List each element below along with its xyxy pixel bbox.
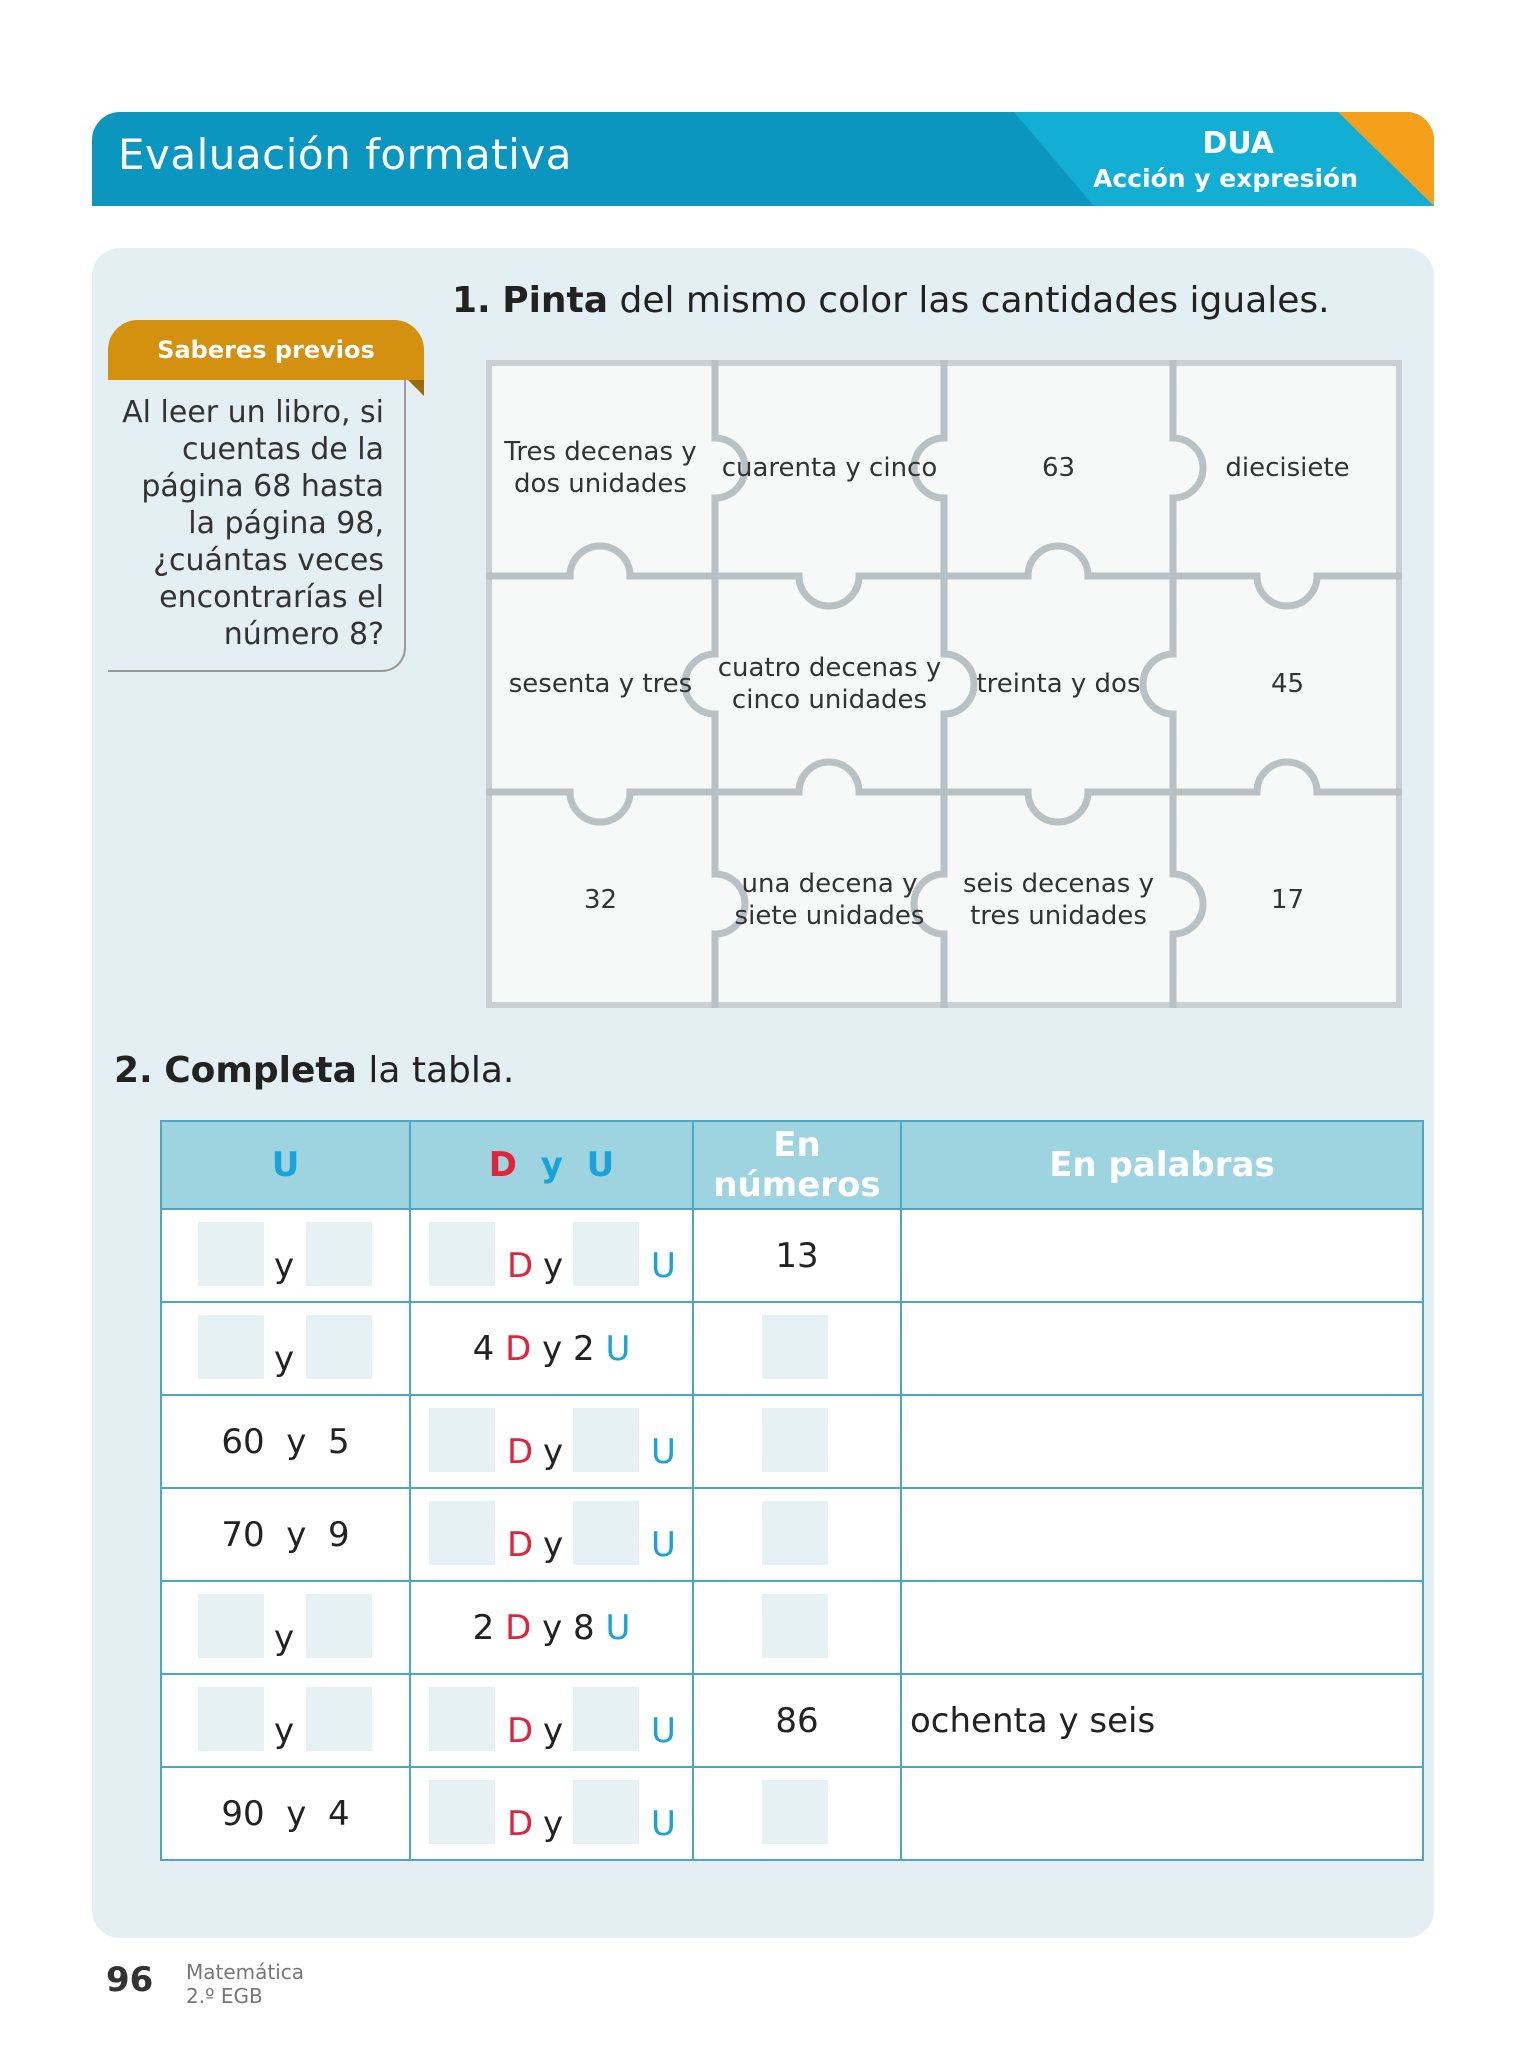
question-2-verb: Completa xyxy=(164,1050,357,1091)
puzzle-piece[interactable]: cuatro decenas y cinco unidades xyxy=(717,653,942,715)
y-label: y xyxy=(543,1711,564,1751)
section-title: Evaluación formativa xyxy=(118,130,572,179)
subject-name: Matemática xyxy=(186,1960,305,1984)
u-label: U xyxy=(605,1328,631,1369)
tens-value: 70 xyxy=(221,1514,265,1555)
u-label: U xyxy=(651,1432,676,1472)
words-cell[interactable] xyxy=(902,1768,1422,1859)
answer-box[interactable] xyxy=(762,1780,828,1844)
y-label: y xyxy=(274,1339,295,1379)
question-1-verb: Pinta xyxy=(502,280,609,321)
tens-units-value xyxy=(411,1582,692,1673)
puzzle-piece[interactable]: una decena y siete unidades xyxy=(734,869,925,931)
units-value: 5 xyxy=(328,1421,350,1462)
tens-plus-units xyxy=(162,1396,409,1487)
question-2 xyxy=(114,1050,514,1091)
puzzle-piece[interactable]: diecisiete xyxy=(1225,453,1350,483)
header-d: D xyxy=(488,1145,518,1185)
puzzle-piece[interactable]: treinta y dos xyxy=(976,669,1141,699)
footer-subject xyxy=(186,1960,304,2008)
answer-box[interactable] xyxy=(306,1687,372,1751)
saberes-previos-box xyxy=(108,380,406,672)
y-label: y xyxy=(286,1793,307,1834)
u-label: U xyxy=(605,1607,631,1648)
header-u2: U xyxy=(586,1145,615,1185)
units-value: 9 xyxy=(328,1514,350,1555)
header-y: y xyxy=(540,1145,563,1185)
table-row xyxy=(161,1302,1423,1395)
table-header-row xyxy=(161,1121,1423,1209)
puzzle-piece[interactable]: 32 xyxy=(583,885,618,915)
answer-box[interactable] xyxy=(198,1315,264,1379)
d-label: D xyxy=(507,1246,534,1286)
header-en-palabras: En palabras xyxy=(901,1121,1423,1209)
question-1-text: del mismo color las cantidades iguales. xyxy=(608,280,1330,321)
dua-label: DUA xyxy=(1202,126,1274,161)
tens-plus-units xyxy=(162,1768,409,1859)
puzzle-piece[interactable]: 17 xyxy=(1270,885,1305,915)
puzzle-piece[interactable]: cuarenta y cinco xyxy=(721,453,938,483)
words-cell[interactable] xyxy=(902,1210,1422,1301)
number-value: 13 xyxy=(775,1235,819,1276)
puzzle-piece[interactable]: seis decenas y tres unidades xyxy=(963,869,1154,931)
d-label: D xyxy=(507,1711,534,1751)
header-d-y-u xyxy=(410,1121,693,1209)
d-label: D xyxy=(507,1432,534,1472)
words-value: ochenta y seis xyxy=(910,1700,1156,1741)
puzzle-piece[interactable]: 63 xyxy=(1041,453,1076,483)
table-row xyxy=(161,1488,1423,1581)
tens-value: 60 xyxy=(221,1421,265,1462)
place-value-table xyxy=(160,1120,1424,1861)
answer-box[interactable] xyxy=(573,1780,639,1844)
tens-value: 90 xyxy=(221,1793,265,1834)
y-label: y xyxy=(286,1421,307,1462)
tens-digit: 4 xyxy=(472,1328,495,1369)
question-2-number: 2. xyxy=(114,1050,153,1091)
words-cell[interactable] xyxy=(902,1489,1422,1580)
y-label: y xyxy=(543,1432,564,1472)
answer-box[interactable] xyxy=(198,1594,264,1658)
answer-box[interactable] xyxy=(573,1501,639,1565)
u-label: U xyxy=(651,1246,676,1286)
section-header xyxy=(92,112,1434,206)
answer-box[interactable] xyxy=(762,1408,828,1472)
answer-box[interactable] xyxy=(198,1222,264,1286)
y-label: y xyxy=(274,1618,295,1658)
saberes-previos-tag: Saberes previos xyxy=(108,320,424,380)
u-label: U xyxy=(651,1711,676,1751)
question-1-number: 1. xyxy=(452,280,491,321)
answer-box[interactable] xyxy=(573,1687,639,1751)
answer-box[interactable] xyxy=(573,1222,639,1286)
question-2-text: la tabla. xyxy=(356,1050,515,1091)
d-label: D xyxy=(505,1328,532,1369)
header-en-numeros: En números xyxy=(693,1121,901,1209)
header-u: U xyxy=(161,1121,410,1209)
dua-subtitle: Acción y expresión xyxy=(1093,164,1358,193)
y-label: y xyxy=(543,1525,564,1565)
page-number: 96 xyxy=(106,1960,154,2000)
units-digit: 8 xyxy=(573,1607,595,1648)
saberes-previos-text: Al leer un libro, si cuentas de la página 68 hasta la página 98, ¿cuántas veces encontrarías el número 8? xyxy=(122,395,384,652)
d-label: D xyxy=(507,1525,534,1565)
tens-units-value xyxy=(411,1303,692,1394)
answer-box[interactable] xyxy=(429,1687,495,1751)
y-label: y xyxy=(543,1246,564,1286)
puzzle xyxy=(486,360,1402,1008)
answer-box[interactable] xyxy=(429,1408,495,1472)
puzzle-piece[interactable]: sesenta y tres xyxy=(508,669,693,699)
table-row xyxy=(161,1395,1423,1488)
answer-box[interactable] xyxy=(429,1780,495,1844)
tens-plus-units xyxy=(162,1489,409,1580)
tens-digit: 2 xyxy=(472,1607,495,1648)
number-value: 86 xyxy=(775,1700,819,1741)
words-cell[interactable] xyxy=(902,1396,1422,1487)
table-row xyxy=(161,1209,1423,1302)
answer-box[interactable] xyxy=(429,1501,495,1565)
d-label: D xyxy=(507,1804,534,1844)
answer-box[interactable] xyxy=(306,1222,372,1286)
answer-box[interactable] xyxy=(762,1501,828,1565)
y-label: y xyxy=(274,1711,295,1751)
words-cell[interactable] xyxy=(902,1582,1422,1673)
units-value: 4 xyxy=(328,1793,350,1834)
table-row xyxy=(161,1674,1423,1767)
u-label: U xyxy=(651,1804,676,1844)
words-cell[interactable] xyxy=(902,1303,1422,1394)
table-row xyxy=(161,1767,1423,1860)
answer-box[interactable] xyxy=(762,1594,828,1658)
answer-box[interactable] xyxy=(306,1594,372,1658)
y-label: y xyxy=(542,1607,563,1648)
puzzle-piece[interactable]: Tres decenas y dos unidades xyxy=(504,437,697,499)
answer-box[interactable] xyxy=(429,1222,495,1286)
units-digit: 2 xyxy=(573,1328,595,1369)
y-label: y xyxy=(274,1246,295,1286)
answer-box[interactable] xyxy=(198,1687,264,1751)
y-label: y xyxy=(543,1804,564,1844)
puzzle-piece[interactable]: 45 xyxy=(1270,669,1305,699)
y-label: y xyxy=(286,1514,307,1555)
d-label: D xyxy=(505,1607,532,1648)
y-label: y xyxy=(542,1328,563,1369)
question-1 xyxy=(452,280,1330,321)
table-row xyxy=(161,1581,1423,1674)
u-label: U xyxy=(651,1525,676,1565)
answer-box[interactable] xyxy=(573,1408,639,1472)
answer-box[interactable] xyxy=(306,1315,372,1379)
answer-box[interactable] xyxy=(762,1315,828,1379)
grade-level: 2.º EGB xyxy=(186,1984,263,2008)
